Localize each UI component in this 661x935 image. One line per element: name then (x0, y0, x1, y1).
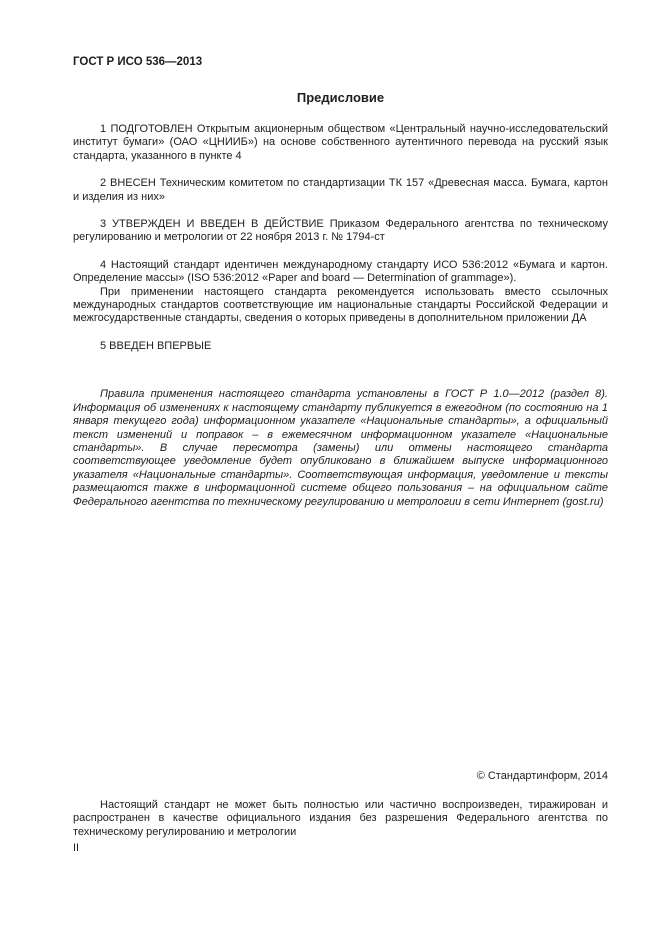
reproduction-notice: Настоящий стандарт не может быть полностью или частично воспроизведен, тиражирован и распространен в качестве официального издания без разрешения Федерального агентства по техническому регулированию и метрологии (73, 799, 608, 838)
foreword-item-3: 3 УТВЕРЖДЕН И ВВЕДЕН В ДЕЙСТВИЕ Приказом Федерального агентства по техническому регулированию и метрологии от 22 ноября 2013 г. № 1794-ст (73, 218, 608, 244)
copyright-line: © Стандартинформ, 2014 (476, 770, 608, 782)
application-rules-note: Правила применения настоящего стандарта установлены в ГОСТ Р 1.0—2012 (раздел 8). Информация об изменениях к настоящему стандарту публикуется в ежегодном (по состоянию на 1 января текущего года) информационном указателе «Национальные стандарты», а официальный текст изменений и поправок – в ежемесячном информационном указателе «Национальные стандарты». В случае пересмотра (замены) или отмены настоящего стандарта соответствующее уведомление будет опубликовано в ближайшем выпуске информационного указателя «Национальные стандарты». Соответствующая информация, уведомление и тексты размещаются также в информационной системе общего пользования – на официальном сайте Федерального агентства по техническому регулированию и метрологии в сети Интернет (gost.ru) (73, 388, 608, 508)
foreword-item-5: 5 ВВЕДЕН ВПЕРВЫЕ (100, 339, 212, 352)
foreword-item-4: 4 Настоящий стандарт идентичен международному стандарту ИСО 536:2012 «Бумага и картон. Определение массы» (ISO 536:2012 «Paper and board — Determination of grammage»). (73, 258, 608, 285)
page-title: Предисловие (296, 90, 385, 105)
document-designation: ГОСТ Р ИСО 536—2013 (73, 56, 203, 68)
foreword-item-2: 2 ВНЕСЕН Техническим комитетом по стандартизации ТК 157 «Древесная масса. Бумага, картон и изделия из них» (73, 177, 608, 203)
foreword-item-4-note: При применении настоящего стандарта рекомендуется использовать вместо ссылочных международных стандартов соответствующие им национальные стандарты Российской Федерации и межгосударственные стандарты, сведения о которых приведены в дополнительном приложении ДА (73, 285, 608, 325)
foreword-item-1: 1 ПОДГОТОВЛЕН Открытым акционерным обществом «Центральный научно-исследовательский институт бумаги» (ОАО «ЦНИИБ») на основе собственного аутентичного перевода на русский язык стандарта, указанного в пункте 4 (73, 123, 608, 162)
page-number: II (73, 842, 80, 854)
